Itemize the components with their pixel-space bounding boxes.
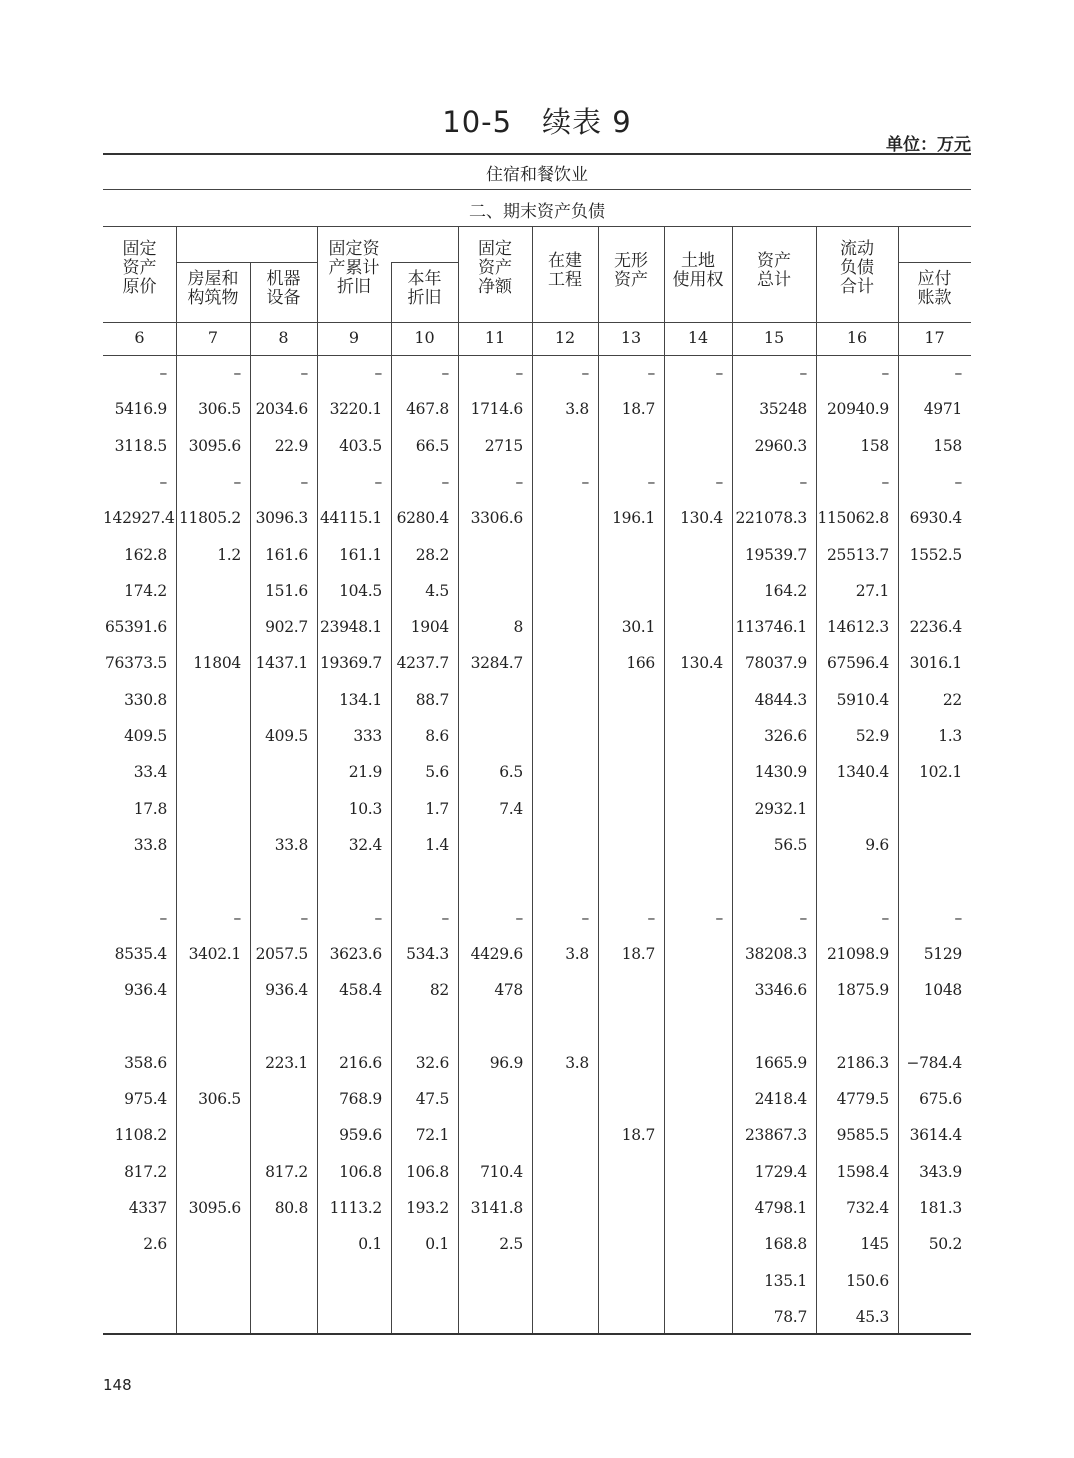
table-cell: 25513.7 xyxy=(827,545,889,564)
table-cell: 306.5 xyxy=(198,1090,241,1108)
table-cell: 30.1 xyxy=(621,618,655,637)
table-cell: – xyxy=(159,364,167,382)
table-cell: – xyxy=(715,908,723,927)
table-cell: 102.1 xyxy=(919,763,962,782)
table-cell: 56.5 xyxy=(773,835,807,854)
table-cell: 216.6 xyxy=(339,1053,382,1072)
table-cell: 6280.4 xyxy=(396,509,449,528)
column-number: 12 xyxy=(554,328,576,347)
table-cell: 3402.1 xyxy=(188,944,241,963)
table-cell: 3220.1 xyxy=(329,400,382,419)
table-cell: 0.1 xyxy=(358,1235,382,1254)
table-cell: 50.2 xyxy=(928,1235,962,1254)
table-cell: 23948.1 xyxy=(320,618,382,637)
table-cell: 2.6 xyxy=(143,1235,167,1254)
table-cell: 162.8 xyxy=(124,545,167,564)
table-cell: 38208.3 xyxy=(745,944,807,963)
table-cell: 115062.8 xyxy=(817,509,889,528)
table-cell: – xyxy=(954,472,962,491)
column-number: 16 xyxy=(846,328,868,347)
page-number: 148 xyxy=(103,1376,132,1394)
table-cell: 104.5 xyxy=(339,581,382,600)
column-number: 17 xyxy=(924,328,945,347)
table-cell: 145 xyxy=(860,1235,889,1254)
table-top-rule xyxy=(103,153,971,155)
table-cell: 8535.4 xyxy=(114,944,167,963)
table-cell: 4798.1 xyxy=(754,1198,807,1217)
divider xyxy=(103,226,971,227)
table-cell: 66.5 xyxy=(415,436,449,455)
table-cell: 3118.5 xyxy=(114,436,167,455)
table-cell: 326.6 xyxy=(764,727,807,745)
subheader-divider xyxy=(898,262,971,263)
table-cell: 22.9 xyxy=(274,436,308,455)
table-cell: 3.8 xyxy=(565,1053,589,1072)
table-cell: 4429.6 xyxy=(470,944,523,963)
table-cell: – xyxy=(881,472,889,491)
column-divider xyxy=(532,226,533,1333)
table-cell: 11804 xyxy=(193,654,241,673)
column-header: 固定资 产累计 折旧 xyxy=(328,239,380,297)
table-cell: 5.6 xyxy=(425,763,449,782)
table-cell: – xyxy=(515,472,523,491)
header-divider xyxy=(103,322,971,323)
table-cell: – xyxy=(954,908,962,927)
column-number: 13 xyxy=(620,328,642,347)
table-cell: 21098.9 xyxy=(827,944,889,963)
table-cell: 3614.4 xyxy=(909,1126,962,1145)
table-cell: 3141.8 xyxy=(470,1198,523,1217)
table-cell: 80.8 xyxy=(274,1198,308,1217)
table-cell: 3.8 xyxy=(565,400,589,419)
table-cell: 6.5 xyxy=(499,763,523,782)
column-header: 应付 账款 xyxy=(917,269,952,308)
table-cell: – xyxy=(159,472,167,491)
column-header: 土地 使用权 xyxy=(672,251,724,290)
table-cell: 106.8 xyxy=(406,1162,449,1181)
table-cell: 18.7 xyxy=(621,400,655,419)
table-cell: 2418.4 xyxy=(754,1090,807,1108)
subheader-divider xyxy=(176,262,317,263)
table-cell: – xyxy=(515,364,523,382)
table-cell: 675.6 xyxy=(919,1090,962,1108)
table-cell: – xyxy=(581,472,589,491)
table-cell: 174.2 xyxy=(124,581,167,600)
table-cell: – xyxy=(799,472,807,491)
table-cell: 409.5 xyxy=(124,727,167,745)
table-cell: 52.9 xyxy=(855,727,889,745)
table-cell: 3095.6 xyxy=(188,1198,241,1217)
table-cell: 1552.5 xyxy=(909,545,962,564)
table-cell: – xyxy=(647,908,655,927)
table-cell: 1.2 xyxy=(217,545,241,564)
table-cell: 151.6 xyxy=(265,581,308,600)
table-cell: 8 xyxy=(513,618,523,637)
table-cell: 3284.7 xyxy=(470,654,523,673)
table-cell: 35248 xyxy=(759,400,807,419)
table-cell: 11805.2 xyxy=(179,509,241,528)
table-cell: 113746.1 xyxy=(735,618,807,637)
table-cell: 1.4 xyxy=(425,835,449,854)
table-bottom-rule xyxy=(103,1333,971,1335)
table-cell: 32.4 xyxy=(348,835,382,854)
table-cell: – xyxy=(515,908,523,927)
table-cell: 181.3 xyxy=(919,1198,962,1217)
table-cell: 343.9 xyxy=(919,1162,962,1181)
page-title: 10-5 续表 9 xyxy=(442,105,632,139)
table-cell: 403.5 xyxy=(339,436,382,455)
table-cell: 18.7 xyxy=(621,1126,655,1145)
table-cell: 164.2 xyxy=(764,581,807,600)
table-cell: 409.5 xyxy=(265,727,308,745)
column-header: 资产 总计 xyxy=(757,251,791,290)
table-cell: −784.4 xyxy=(906,1053,962,1072)
table-cell: – xyxy=(799,908,807,927)
table-cell: 33.4 xyxy=(133,763,167,782)
table-cell: 3623.6 xyxy=(329,944,382,963)
table-cell: 534.3 xyxy=(406,944,449,963)
table-cell: 161.6 xyxy=(265,545,308,564)
table-cell: 732.4 xyxy=(846,1198,889,1217)
table-cell: – xyxy=(441,364,449,382)
table-cell: 150.6 xyxy=(846,1271,889,1290)
table-cell: 1714.6 xyxy=(470,400,523,419)
table-cell: 9.6 xyxy=(865,835,889,854)
table-cell: – xyxy=(374,472,382,491)
table-cell: 17.8 xyxy=(133,799,167,818)
table-cell: – xyxy=(581,908,589,927)
table-cell: 1875.9 xyxy=(836,981,889,1000)
column-header: 流动 负债 合计 xyxy=(840,239,874,297)
table-cell: 88.7 xyxy=(415,690,449,709)
table-cell: 4779.5 xyxy=(836,1090,889,1108)
table-cell: 166 xyxy=(626,654,655,673)
column-divider xyxy=(664,226,665,1333)
table-cell: 768.9 xyxy=(339,1090,382,1108)
table-cell: 1430.9 xyxy=(754,763,807,782)
table-cell: 67596.4 xyxy=(827,654,889,673)
table-cell: 10.3 xyxy=(348,799,382,818)
table-cell: 2057.5 xyxy=(255,944,308,963)
table-cell: 1904 xyxy=(410,618,449,637)
table-cell: – xyxy=(374,364,382,382)
table-cell: 6930.4 xyxy=(909,509,962,528)
table-cell: 4337 xyxy=(128,1198,167,1217)
table-cell: – xyxy=(799,364,807,382)
table-cell: 458.4 xyxy=(339,981,382,1000)
table-cell: 65391.6 xyxy=(105,618,167,637)
table-cell: 902.7 xyxy=(265,618,308,637)
table-cell: 2932.1 xyxy=(754,799,807,818)
table-cell: 3095.6 xyxy=(188,436,241,455)
table-cell: – xyxy=(300,472,308,491)
table-cell: 1.7 xyxy=(425,799,449,818)
table-cell: – xyxy=(233,472,241,491)
table-cell: 975.4 xyxy=(124,1090,167,1108)
table-cell: – xyxy=(715,364,723,382)
table-cell: – xyxy=(441,472,449,491)
table-cell: 158 xyxy=(933,436,962,455)
column-number: 15 xyxy=(763,328,785,347)
table-cell: 135.1 xyxy=(764,1271,807,1290)
table-cell: 223.1 xyxy=(265,1053,308,1072)
table-cell: 18.7 xyxy=(621,944,655,963)
table-cell: 21.9 xyxy=(348,763,382,782)
table-cell: – xyxy=(300,908,308,927)
table-cell: – xyxy=(233,908,241,927)
table-cell: – xyxy=(233,364,241,382)
column-number: 7 xyxy=(207,328,219,347)
column-number: 6 xyxy=(134,328,145,347)
column-number: 14 xyxy=(687,328,709,347)
table-cell: 1048 xyxy=(923,981,962,1000)
table-cell: 134.1 xyxy=(339,690,382,709)
table-cell: 936.4 xyxy=(124,981,167,1000)
table-cell: 1437.1 xyxy=(255,654,308,673)
table-cell: 196.1 xyxy=(612,509,655,528)
table-cell: 23867.3 xyxy=(745,1126,807,1145)
table-cell: 4844.3 xyxy=(754,690,807,709)
table-cell: 2715 xyxy=(484,436,523,455)
table-cell: 45.3 xyxy=(855,1307,889,1326)
column-number: 10 xyxy=(414,328,435,347)
table-cell: 358.6 xyxy=(124,1053,167,1072)
table-cell: 106.8 xyxy=(339,1162,382,1181)
table-cell: – xyxy=(881,364,889,382)
table-cell: 27.1 xyxy=(855,581,889,600)
table-cell: 2034.6 xyxy=(255,400,308,419)
table-cell: 14612.3 xyxy=(827,618,889,637)
column-header: 固定 资产 净额 xyxy=(478,239,512,297)
table-cell: 221078.3 xyxy=(735,509,807,528)
subheader-divider xyxy=(391,262,458,263)
table-cell: 3.8 xyxy=(565,944,589,963)
table-cell: 78037.9 xyxy=(745,654,807,673)
table-cell: 333 xyxy=(353,727,382,745)
table-cell: 817.2 xyxy=(265,1162,308,1181)
table-cell: 9585.5 xyxy=(836,1126,889,1145)
table-cell: 3306.6 xyxy=(470,509,523,528)
table-cell: 959.6 xyxy=(339,1126,382,1145)
column-number: 9 xyxy=(348,328,360,347)
table-cell: 8.6 xyxy=(425,727,449,745)
table-cell: 7.4 xyxy=(499,799,523,818)
column-divider xyxy=(176,226,177,1333)
table-cell: 478 xyxy=(494,981,523,1000)
table-cell: – xyxy=(581,364,589,382)
table-cell: 96.9 xyxy=(489,1053,523,1072)
table-cell: – xyxy=(374,908,382,927)
table-cell: 4971 xyxy=(923,400,962,419)
table-cell: 3346.6 xyxy=(754,981,807,1000)
table-cell: 306.5 xyxy=(198,400,241,419)
table-cell: 33.8 xyxy=(133,835,167,854)
table-cell: – xyxy=(647,472,655,491)
table-cell: 158 xyxy=(860,436,889,455)
table-cell: 4237.7 xyxy=(396,654,449,673)
table-cell: 5416.9 xyxy=(114,400,167,419)
table-cell: 1.3 xyxy=(938,727,962,745)
table-cell: 1113.2 xyxy=(329,1198,382,1217)
table-cell: 1340.4 xyxy=(836,763,889,782)
column-header: 固定 资产 原价 xyxy=(122,239,157,297)
unit-label: 单位：万元 xyxy=(886,135,971,155)
table-cell: 20940.9 xyxy=(827,400,889,419)
table-cell: 130.4 xyxy=(680,654,723,673)
table-cell: 3096.3 xyxy=(255,509,308,528)
column-header: 房屋和 构筑物 xyxy=(187,269,239,308)
table-cell: 710.4 xyxy=(480,1162,523,1181)
table-cell: 1729.4 xyxy=(754,1162,807,1181)
table-cell: 936.4 xyxy=(265,981,308,1000)
table-cell: 2960.3 xyxy=(754,436,807,455)
table-cell: 5129 xyxy=(923,944,962,963)
column-number: 8 xyxy=(278,328,289,347)
table-cell: 32.6 xyxy=(415,1053,449,1072)
divider xyxy=(103,189,971,190)
table-cell: 78.7 xyxy=(773,1307,807,1326)
table-cell: 28.2 xyxy=(415,545,449,564)
table-cell: 130.4 xyxy=(680,509,723,528)
table-cell: 33.8 xyxy=(274,835,308,854)
table-cell: 142927.4 xyxy=(103,509,175,528)
table-cell: 817.2 xyxy=(124,1162,167,1181)
column-header: 机器 设备 xyxy=(266,269,301,308)
table-cell: – xyxy=(647,364,655,382)
table-cell: 1665.9 xyxy=(754,1053,807,1072)
table-cell: 22 xyxy=(942,690,962,709)
table-cell: 467.8 xyxy=(406,400,449,419)
table-cell: 3016.1 xyxy=(909,654,962,673)
table-cell: – xyxy=(441,908,449,927)
column-header: 本年 折旧 xyxy=(407,269,442,308)
table-cell: 19369.7 xyxy=(320,654,382,673)
table-cell: 1108.2 xyxy=(114,1126,167,1145)
table-cell: – xyxy=(300,364,308,382)
column-header: 在建 工程 xyxy=(548,251,582,290)
table-cell: 161.1 xyxy=(339,545,382,564)
table-cell: 5910.4 xyxy=(836,690,889,709)
table-cell: 44115.1 xyxy=(320,509,382,528)
table-cell: 82 xyxy=(429,981,449,1000)
table-cell: – xyxy=(881,908,889,927)
table-cell: 2236.4 xyxy=(909,618,962,637)
column-header: 无形 资产 xyxy=(614,251,648,290)
table-cell: 4.5 xyxy=(425,581,449,600)
table-cell: – xyxy=(715,472,723,491)
table-cell: 76373.5 xyxy=(105,654,167,673)
table-cell: 2.5 xyxy=(499,1235,523,1254)
table-cell: 72.1 xyxy=(415,1126,449,1145)
column-divider xyxy=(598,226,599,1333)
table-cell: – xyxy=(159,908,167,927)
section-band: 二、期末资产负债 xyxy=(469,202,605,222)
table-cell: 0.1 xyxy=(425,1235,449,1254)
table-cell: 193.2 xyxy=(406,1198,449,1217)
table-cell: 2186.3 xyxy=(836,1053,889,1072)
table-cell: 330.8 xyxy=(124,690,167,709)
table-cell: 168.8 xyxy=(764,1235,807,1254)
header-divider xyxy=(103,355,971,356)
industry-band: 住宿和餐饮业 xyxy=(486,165,588,185)
table-cell: 47.5 xyxy=(415,1090,449,1108)
table-cell: 1598.4 xyxy=(836,1162,889,1181)
table-cell: 19539.7 xyxy=(745,545,807,564)
table-cell: – xyxy=(954,364,962,382)
column-number: 11 xyxy=(484,328,506,347)
